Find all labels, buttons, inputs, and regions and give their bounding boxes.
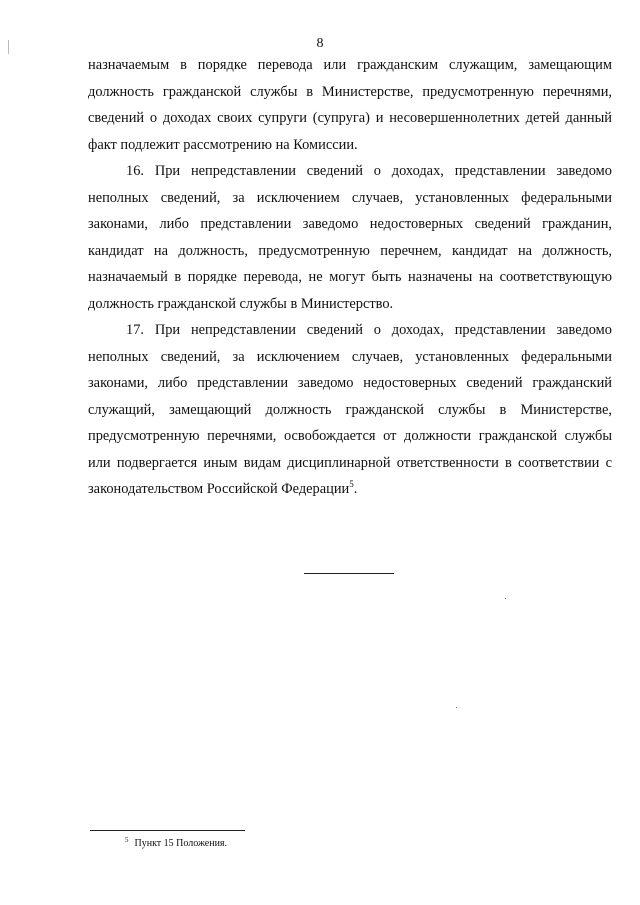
scan-speck (505, 598, 506, 599)
paragraph-continuation: назначаемым в порядке перевода или гражданским служащим, замещающим должность гражданской службы в Министерстве, предусмотренную перечнями, сведений о доходах своих супруги (супруга) и несовершеннолетних детей данный факт подлежит рассмотрению на Комиссии. (88, 57, 612, 153)
paragraph-item-17-suffix: . (353, 481, 358, 497)
paragraph-item-17 (88, 317, 612, 503)
end-of-text-rule (304, 573, 394, 574)
footnote-marker: 5 (125, 835, 129, 844)
document-body (88, 52, 612, 503)
footnote (125, 835, 228, 850)
paragraph-item-17-text: 17. При непредставлении сведений о доходах, представлении заведомо неполных сведений, за исключением случаев, установленных федеральными законами, либо представлении заведомо недостоверных сведений гражданский служащий, замещающий должность гражданской службы в Министерстве, предусмотренную перечнями, освобождается от должности гражданской службы или подвергается иным видам дисциплинарной ответственности в соответствии с законодательством Российской Федерации (88, 322, 612, 497)
scan-speck (8, 40, 9, 54)
paragraph-item-16: 16. При непредставлении сведений о доходах, представлении заведомо неполных сведений, за исключением случаев, установленных федеральными законами, либо представлении заведомо недостоверных сведений гражданин, кандидат на должность, предусмотренную перечнем, кандидат на должность, назначаемый в порядке перевода, не могут быть назначены на соответствующую должность гражданской службы в Министерство. (88, 163, 612, 312)
footnote-reference[interactable]: 5 (349, 479, 354, 490)
footnote-text: Пункт 15 Положения. (134, 838, 228, 849)
page-number: 8 (316, 36, 324, 51)
scan-speck (456, 707, 457, 708)
footnote-separator (90, 830, 245, 831)
